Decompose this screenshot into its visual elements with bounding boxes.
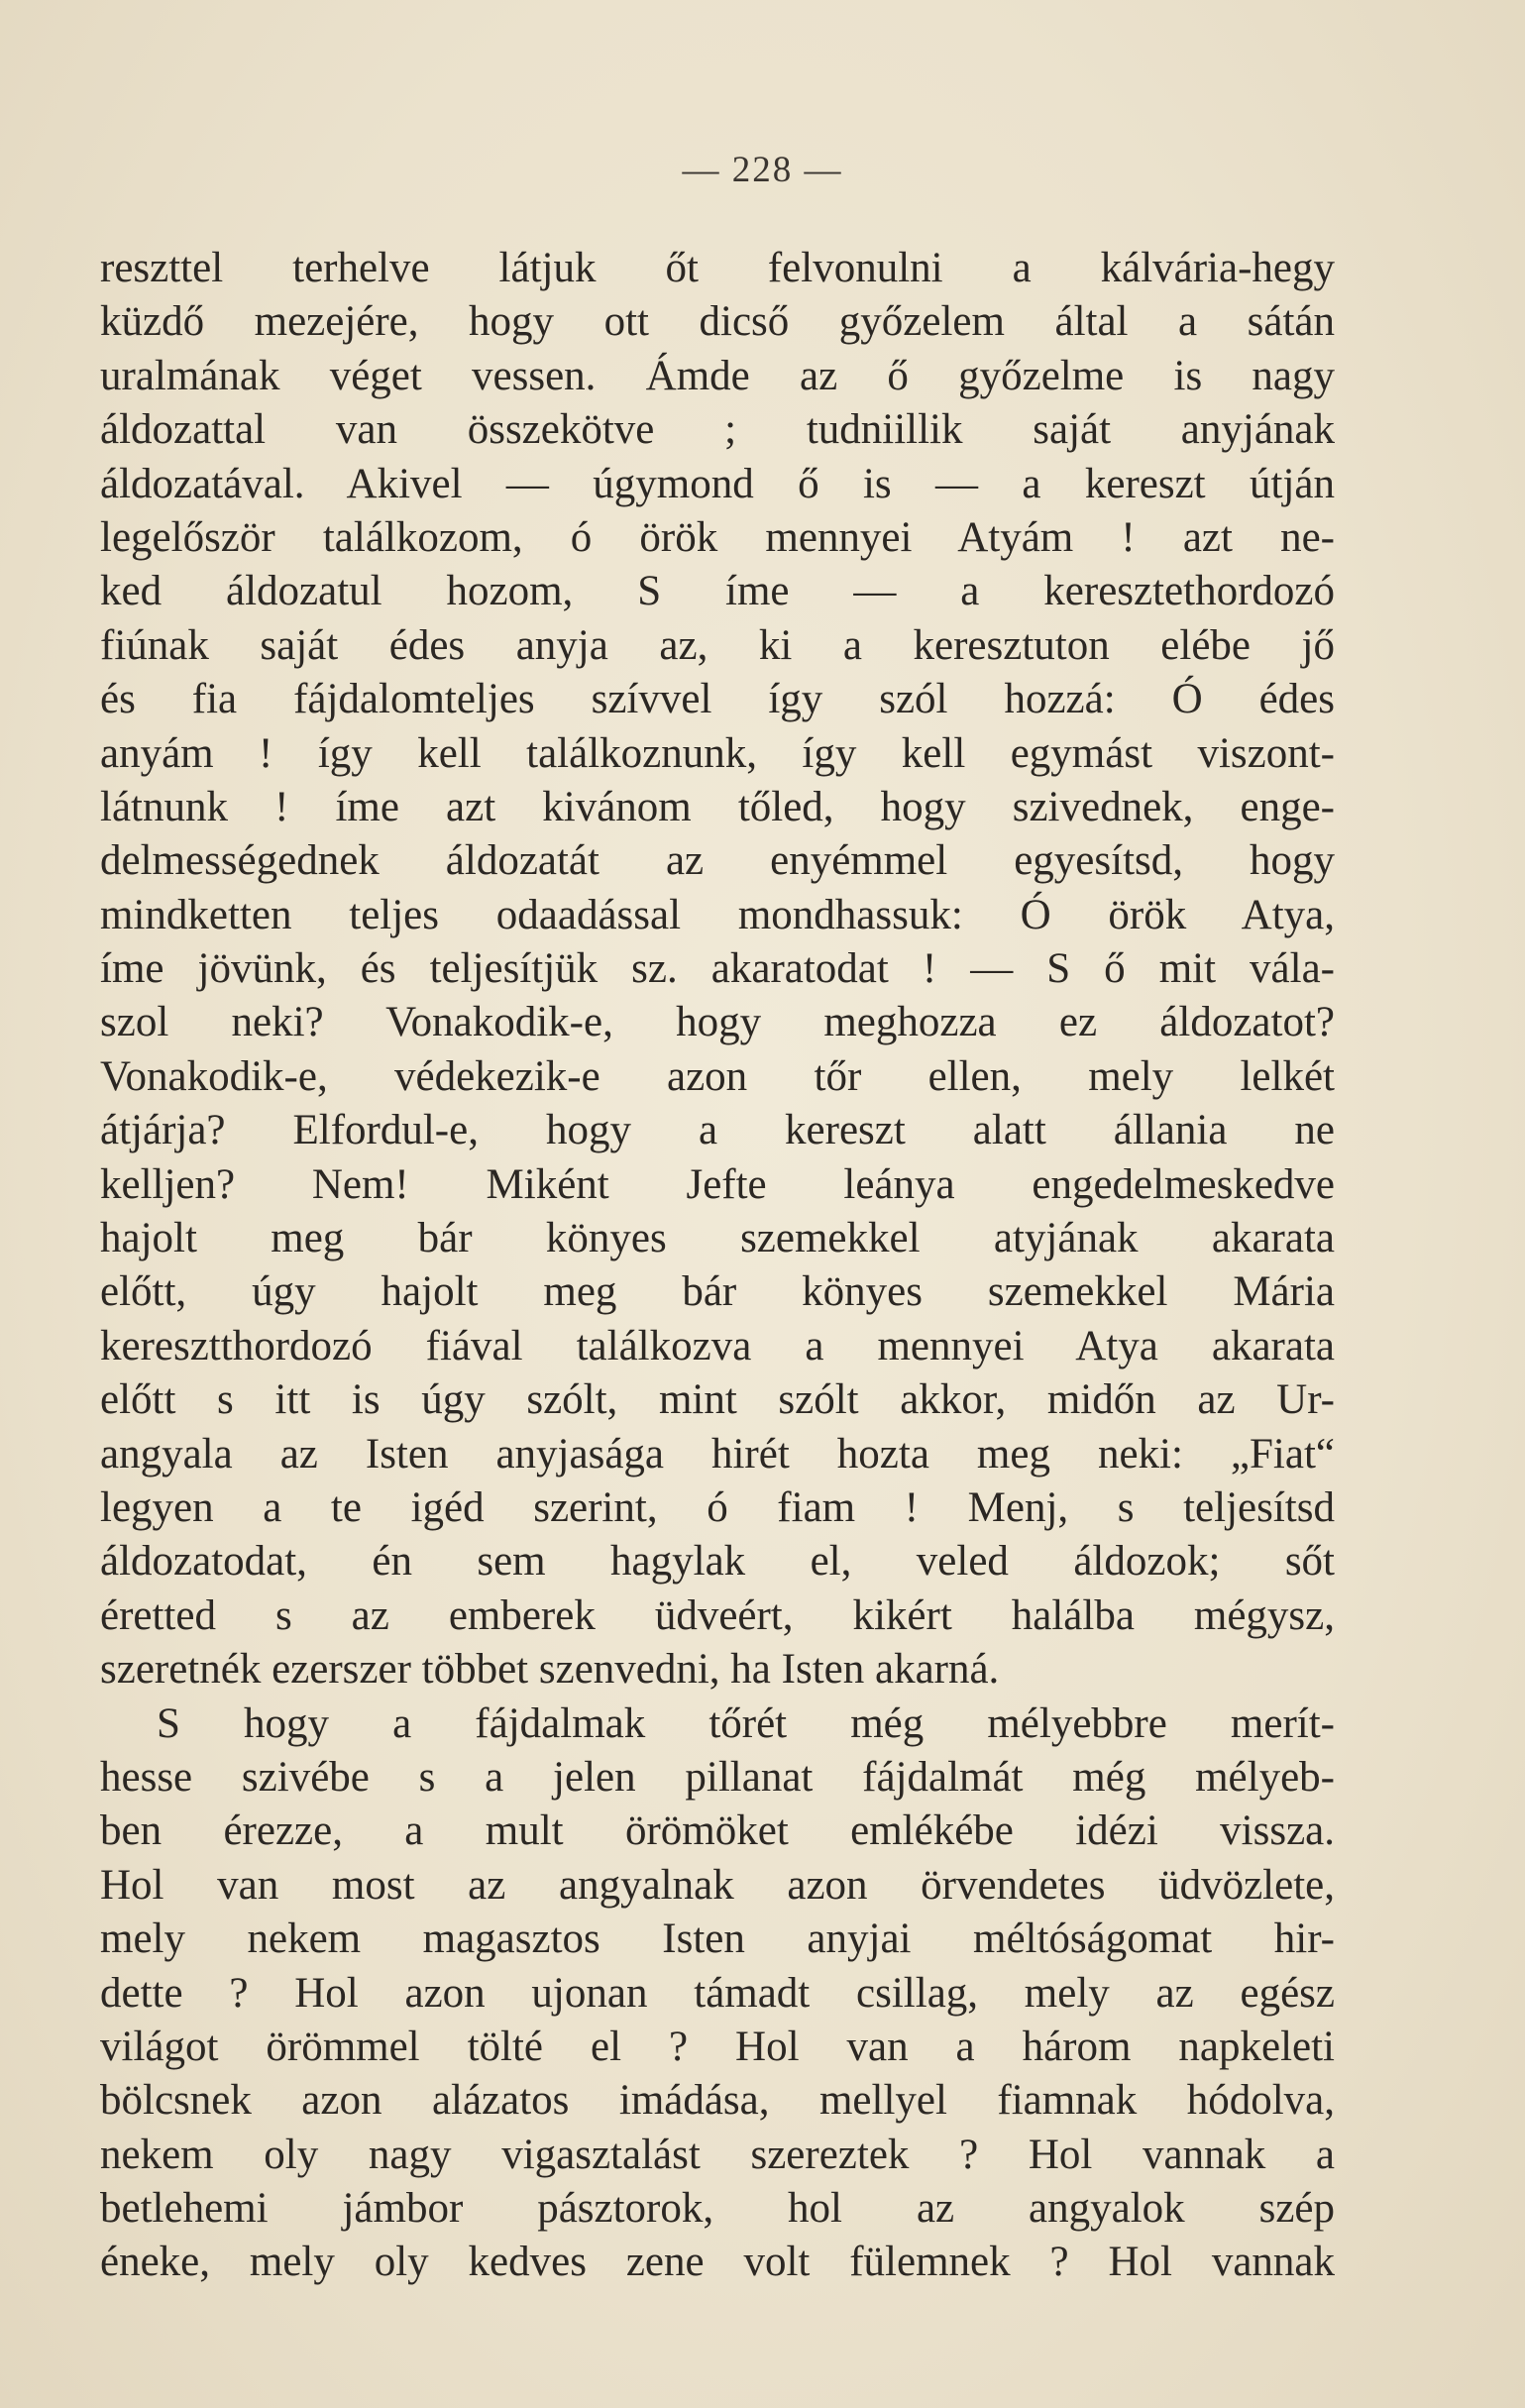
- text-line: szol neki? Vonakodik-e, hogy meghozza ez áldozatot?: [100, 999, 1335, 1046]
- text-line: dette ? Hol azon ujonan támadt csillag, mely az egész: [100, 1969, 1335, 2017]
- text-line: ked áldozatul hozom, S íme — a keresztethordozó: [100, 568, 1335, 615]
- text-line: áldozatával. Akivel — úgymond ő is — a kereszt útján: [100, 460, 1335, 507]
- text-line: szeretnék ezerszer többet szenvedni, ha Isten akarná.: [100, 1646, 1000, 1694]
- text-line: Hol van most az angyalnak azon örvendetes üdvözlete,: [100, 1861, 1335, 1909]
- text-line: bölcsnek azon alázatos imádása, mellyel fiamnak hódolva,: [100, 2077, 1335, 2125]
- text-line: nekem oly nagy vigasztalást szereztek ? Hol vannak a: [100, 2131, 1335, 2178]
- body-text: [100, 242, 1335, 2290]
- text-line: éneke, mely oly kedves zene volt fülemnek ? Hol vannak: [100, 2239, 1335, 2286]
- text-line: reszttel terhelve látjuk őt felvonulni a kálvária-hegy: [100, 245, 1335, 291]
- text-line: látnunk ! íme azt kivánom tőled, hogy szivednek, enge-: [100, 783, 1335, 830]
- text-line: ben érezze, a mult örömöket emlékébe idézi vissza.: [100, 1807, 1335, 1855]
- text-line: angyala az Isten anyjasága hirét hozta meg neki: „Fiat“: [100, 1430, 1335, 1478]
- text-line: kelljen? Nem! Miként Jefte leánya engedelmeskedve: [100, 1160, 1335, 1208]
- text-line: mindketten teljes odaadással mondhassuk: Ó örök Atya,: [100, 891, 1335, 938]
- text-line: fiúnak saját édes anyja az, ki a keresztuton elébe jő: [100, 621, 1335, 669]
- text-line: hesse szivébe s a jelen pillanat fájdalmát még mélyeb-: [100, 1753, 1335, 1801]
- text-line: világot örömmel tölté el ? Hol van a három napkeleti: [100, 2023, 1335, 2070]
- text-line: uralmának véget vessen. Ámde az ő győzelme is nagy: [100, 352, 1335, 399]
- text-line: delmességednek áldozatát az enyémmel egyesítsd, hogy: [100, 837, 1335, 885]
- text-line: Vonakodik-e, védekezik-e azon tőr ellen, mely lelkét: [100, 1052, 1335, 1100]
- text-line: S hogy a fájdalmak tőrét még mélyebbre merít-: [157, 1699, 1335, 1747]
- text-line: küzdő mezejére, hogy ott dicső győzelem által a sátán: [100, 298, 1335, 346]
- text-line: anyám ! így kell találkoznunk, így kell egymást viszont-: [100, 729, 1335, 777]
- text-line: éretted s az emberek üdveért, kikért halálba mégysz,: [100, 1591, 1335, 1639]
- page-number: — 228 —: [682, 150, 843, 190]
- text-line: betlehemi jámbor pásztorok, hol az angyalok szép: [100, 2185, 1335, 2233]
- text-line: előtt s itt is úgy szólt, mint szólt akkor, midőn az Ur-: [100, 1376, 1335, 1424]
- text-line: mely nekem magasztos Isten anyjai méltóságomat hir-: [100, 1915, 1335, 1963]
- text-line: keresztthordozó fiával találkozva a mennyei Atya akarata: [100, 1322, 1335, 1369]
- text-line: legelőször találkozom, ó örök mennyei Atyám ! azt ne-: [100, 513, 1335, 561]
- text-line: áldozattal van összekötve ; tudniillik saját anyjának: [100, 406, 1335, 454]
- text-line: hajolt meg bár könyes szemekkel atyjának akarata: [100, 1215, 1335, 1262]
- text-line: előtt, úgy hajolt meg bár könyes szemekkel Mária: [100, 1268, 1335, 1316]
- text-line: legyen a te igéd szerint, ó fiam ! Menj, s teljesítsd: [100, 1483, 1335, 1531]
- text-line: íme jövünk, és teljesítjük sz. akaratodat ! — S ő mit vála-: [100, 945, 1335, 993]
- text-line: átjárja? Elfordul-e, hogy a kereszt alatt állania ne: [100, 1107, 1335, 1154]
- text-line: és fia fájdalomteljes szívvel így szól hozzá: Ó édes: [100, 676, 1335, 723]
- text-line: áldozatodat, én sem hagylak el, veled áldozok; sőt: [100, 1538, 1335, 1586]
